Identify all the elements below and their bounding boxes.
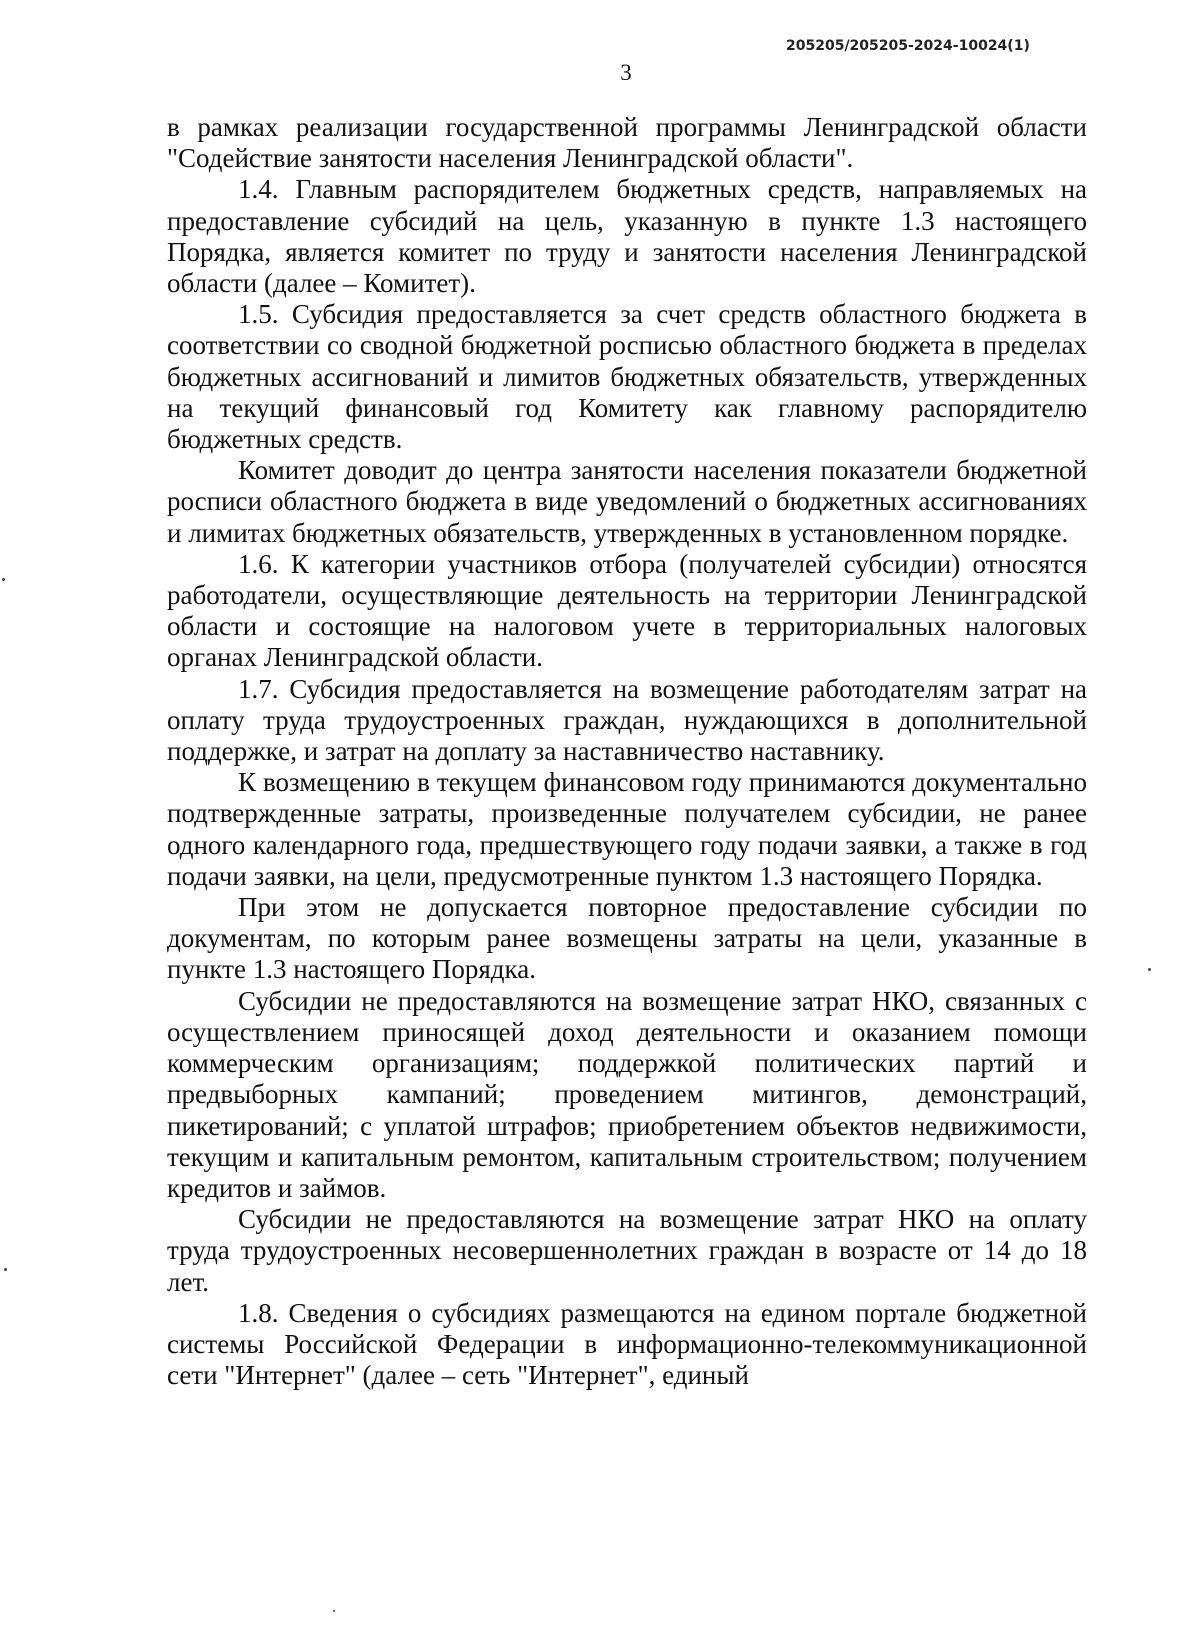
paragraph: Комитет доводит до центра занятости населения показатели бюджетной росписи областного бюджета в виде уведомлений о бюджетных ассигнованиях и лимитах бюджетных обязательств, утвержденных в установленном порядке. — [167, 455, 1087, 548]
paragraph-1-8: 1.8. Сведения о субсидиях размещаются на едином портале бюджетной системы Российской Федерации в информационно-телекоммуникационной сети "Интернет" (далее – сеть "Интернет", единый — [167, 1297, 1087, 1391]
document-registration-number: 205205/205205-2024-10024(1) — [786, 38, 1030, 54]
paragraph: Субсидии не предоставляются на возмещение затрат НКО на оплату труда трудоустроенных несовершеннолетних граждан в возрасте от 14 до 18 лет. — [167, 1204, 1087, 1297]
paragraph: Субсидии не предоставляются на возмещение затрат НКО, связанных с осуществлением приносящей доход деятельности и оказанием помощи коммерческим организациям; поддержкой политических партий и предвыборных кампаний; проведением митингов, демонстраций, пикетирований; с уплатой штрафов; приобретением объектов недвижимости, текущим и капитальным ремонтом, капитальным строительством; получением кредитов и займов. — [167, 985, 1087, 1203]
scan-speck — [1148, 968, 1151, 971]
paragraph: К возмещению в текущем финансовом году принимаются документально подтвержденные затраты, произведенные получателем субсидии, не ранее одного календарного года, предшествующего году подачи заявки, а также в год подачи заявки, на цели, предусмотренные пунктом 1.3 настоящего Порядка. — [167, 767, 1087, 891]
scan-speck — [4, 1268, 7, 1271]
document-body — [167, 112, 1087, 1391]
paragraph: в рамках реализации государственной программы Ленинградской области "Содействие занятости населения Ленинградской области". — [167, 112, 1087, 174]
paragraph: При этом не допускается повторное предоставление субсидии по документам, по которым ранее возмещены затраты на цели, указанные в пункте 1.3 настоящего Порядка. — [167, 892, 1087, 985]
paragraph-1-4: 1.4. Главным распорядителем бюджетных средств, направляемых на предоставление субсидий на цель, указанную в пункте 1.3 настоящего Порядка, является комитет по труду и занятости населения Ленинградской области (далее – Комитет). — [167, 174, 1087, 299]
paragraph-1-6: 1.6. К категории участников отбора (получателей субсидии) относятся работодатели, осуществляющие деятельность на территории Ленинградской области и состоящие на налоговом учете в территориальных налоговых органах Ленинградской области. — [167, 548, 1087, 673]
paragraph-1-7: 1.7. Субсидия предоставляется на возмещение работодателям затрат на оплату труда трудоустроенных граждан, нуждающихся в дополнительной поддержке, и затрат на доплату за наставничество наставнику. — [167, 673, 1087, 767]
scan-speck — [333, 1610, 335, 1612]
page-number: 3 — [620, 60, 632, 85]
scan-speck — [2, 578, 5, 581]
paragraph-1-5: 1.5. Субсидия предоставляется за счет средств областного бюджета в соответствии со сводной бюджетной росписью областного бюджета в пределах бюджетных ассигнований и лимитов бюджетных обязательств, утвержденных на текущий финансовый год Комитету как главному распорядителю бюджетных средств. — [167, 299, 1087, 455]
